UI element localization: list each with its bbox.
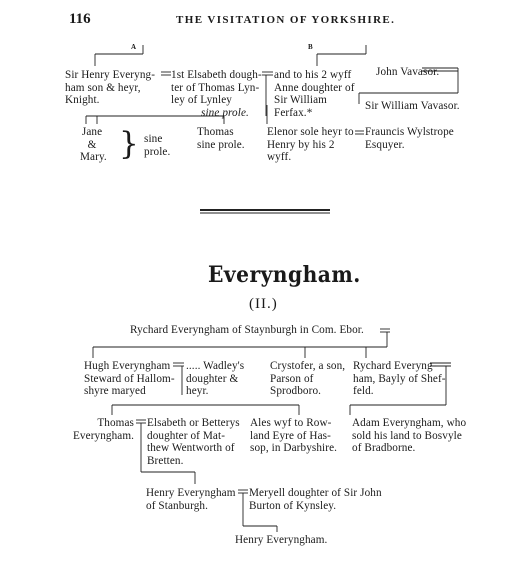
elsabeth-lynley: 1st Elsabeth dough- ter of Thomas Lyn- ley of Lynley: [171, 69, 262, 107]
anne-fairfax: and to his 2 wyff Anne doughter of Sir William Ferfax.*: [274, 69, 355, 119]
henry-stanburgh: Henry Everyngham of Stanburgh.: [146, 487, 236, 512]
wadley-daughter: ..... Wadley's doughter & heyr.: [186, 360, 245, 398]
adam-everyngham: Adam Everyngham, who sold his land to Bosvyle of Bradborne.: [352, 417, 467, 455]
block-marker-b: B: [308, 43, 313, 51]
sir-henry-everyngham: Sir Henry Everyng- ham son & heyr, Knight.: [65, 69, 156, 107]
henry-everyngham-final: Henry Everyngham.: [235, 534, 328, 546]
crystofer: Crystofer, a son, Parson of Sprodboro.: [270, 360, 346, 398]
jane-and-mary: Jane & Mary.: [80, 126, 107, 164]
brace-glyph: }: [119, 126, 139, 162]
john-vavasor: John Vavasor.: [376, 66, 440, 78]
francis-wylstrope: Frauncis Wylstrope Esquyer.: [365, 126, 454, 151]
section-title: Everyngham.: [208, 262, 361, 288]
thomas-sine-prole: Thomas sine prole.: [197, 126, 245, 151]
ales-eyre: Ales wyf to Row- land Eyre of Has- sop, in Darbyshire.: [250, 417, 338, 455]
rychard-sheffeld: Rychard Everyng- ham, Bayly of Shef- feld.: [353, 360, 446, 398]
sine-prole-note: sine prole.: [201, 107, 249, 119]
running-title: THE VISITATION OF YORKSHIRE.: [176, 14, 396, 26]
section-number: (II.): [249, 296, 278, 312]
thomas-everyngham: Thomas Everyngham.: [73, 417, 135, 442]
elenor-sole-heir: Elenor sole heyr to Henry by his 2 wyff.: [267, 126, 354, 164]
sir-william-vavasor: Sir William Vavasor.: [365, 100, 460, 112]
elsabeth-wentworth: Elsabeth or Betterys doughter of Mat- thew Wentworth of Bretten.: [147, 417, 240, 467]
sine-prole-brace: sine prole.: [144, 133, 171, 158]
block-marker-a: A: [131, 43, 137, 51]
page-number: 116: [69, 11, 91, 27]
meryell-burton: Meryell doughter of Sir John Burton of Kynsley.: [249, 487, 382, 512]
hugh-everyngham: Hugh Everyngham Steward of Hallom- shyre maryed: [84, 360, 175, 398]
rychard-staynburgh: Rychard Everyngham of Staynburgh in Com. Ebor.: [130, 324, 364, 336]
